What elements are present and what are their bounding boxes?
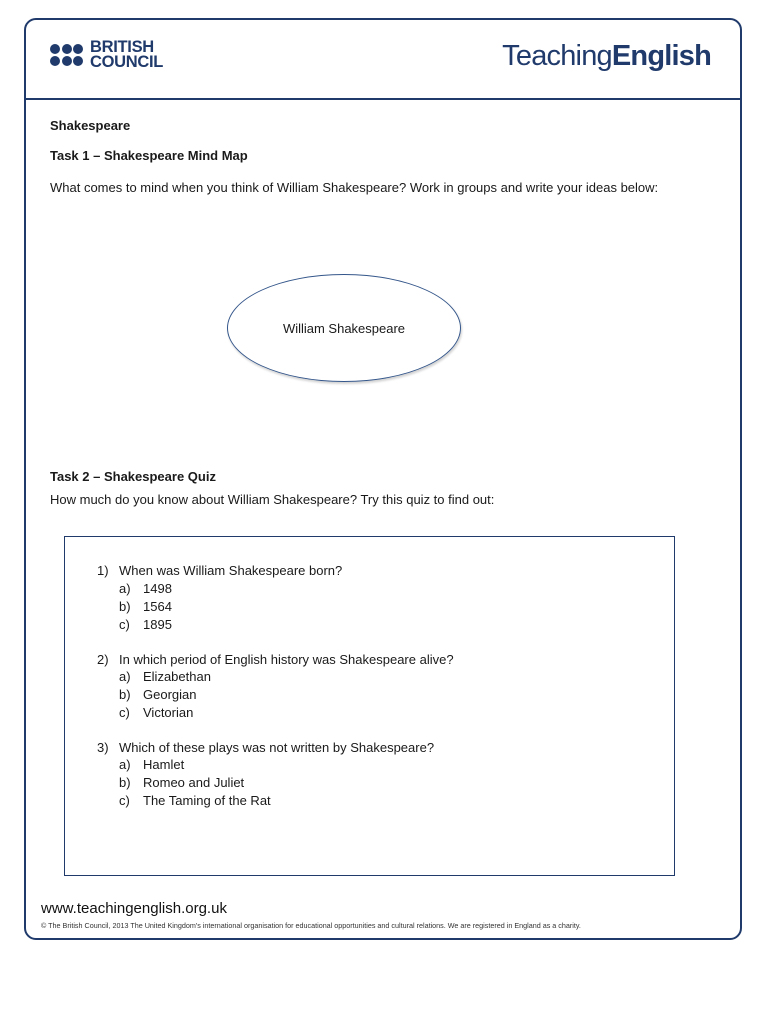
question-text: When was William Shakespeare born? [119, 563, 343, 578]
british-council-line1: BRITISH [90, 38, 154, 56]
option-text: Elizabethan [143, 669, 211, 684]
option-letter: a) [119, 669, 131, 684]
task2-heading: Task 2 – Shakespeare Quiz [50, 469, 216, 484]
task1-instruction: What comes to mind when you think of William Shakespeare? Work in groups and write your ideas below: [50, 180, 659, 195]
question-text: In which period of English history was Shakespeare alive? [119, 652, 454, 667]
mind-map-ellipse [227, 274, 461, 382]
footer-copyright: © The British Council, 2013 The United Kingdom's international organisation for educational opportunities and cultural relations. We are registered in England as a charity. [41, 921, 581, 930]
footer-url[interactable]: www.teachingenglish.org.uk [41, 900, 227, 917]
option-letter: a) [119, 757, 131, 772]
teaching-english-logo [502, 40, 711, 73]
mind-map-center-label: William Shakespeare [282, 320, 406, 336]
option-text: 1564 [143, 599, 172, 614]
option-letter: c) [119, 793, 130, 808]
british-council-dots-icon [50, 44, 83, 66]
option-text: Hamlet [143, 757, 185, 772]
task2-instruction: How much do you know about William Shakespeare? Try this quiz to find out: [50, 492, 495, 507]
option-letter: b) [119, 599, 131, 614]
option-letter: c) [119, 705, 130, 720]
option-text: Romeo and Juliet [143, 775, 245, 790]
question-number: 3) [97, 740, 109, 755]
option-text: Georgian [143, 687, 197, 702]
page-title: Shakespeare [50, 118, 131, 133]
teaching-english-logo-part2: English [611, 40, 711, 72]
question-text: Which of these plays was not written by Shakespeare? [119, 740, 435, 755]
task1-heading: Task 1 – Shakespeare Mind Map [50, 148, 248, 163]
option-text: 1498 [143, 581, 172, 596]
option-text: 1895 [143, 617, 172, 632]
option-letter: a) [119, 581, 131, 596]
british-council-logo [50, 40, 163, 70]
header-divider [24, 98, 742, 100]
question-number: 1) [97, 563, 109, 578]
option-text: The Taming of the Rat [143, 793, 271, 808]
question-number: 2) [97, 652, 109, 667]
option-text: Victorian [143, 705, 194, 720]
teaching-english-logo-part1: Teaching [502, 40, 612, 72]
option-letter: b) [119, 775, 131, 790]
option-letter: b) [119, 687, 131, 702]
option-letter: c) [119, 617, 130, 632]
british-council-line2: COUNCIL [90, 53, 164, 71]
